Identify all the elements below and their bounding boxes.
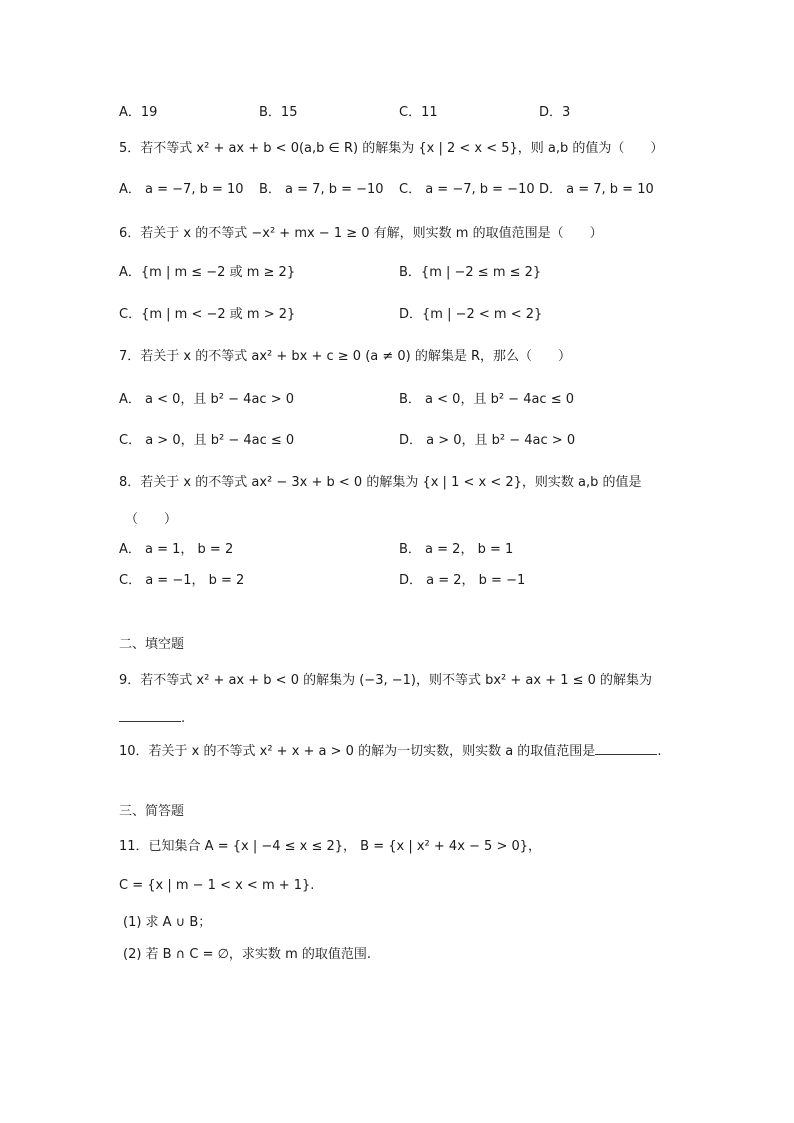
q11-stem: 11．已知集合 A = {x | −4 ≤ x ≤ 2}， B = {x | x² + 4x − 5 > 0}， (119, 839, 542, 854)
q10-stem: 10．若关于 x 的不等式 x² + x + a > 0 的解为一切实数，则实数 a 的取值范围是 (119, 744, 596, 759)
q5-option-b: B． a = 7, b = −10 (259, 182, 384, 197)
q11-set-c: C = {x | m − 1 < x < m + 1}. (119, 878, 315, 893)
q5-option-a: A． a = −7, b = 10 (119, 182, 244, 197)
section-short-answer-heading: 三、简答题 (119, 804, 185, 819)
q9-tail: . (181, 711, 186, 726)
q6-option-a: A．{m | m ≤ −2 或 m ≥ 2} (119, 265, 296, 280)
q5-option-c: C． a = −7, b = −10 (399, 182, 535, 197)
q8-option-d: D． a = 2， b = −1 (399, 573, 526, 588)
q9-blank[interactable] (119, 707, 181, 722)
q9-stem: 9．若不等式 x² + ax + b < 0 的解集为 (−3, −1)，则不等式 bx² + ax + 1 ≤ 0 的解集为 (119, 673, 653, 688)
q6-option-c: C．{m | m < −2 或 m > 2} (119, 307, 296, 322)
q10-line (119, 740, 661, 762)
q7-option-b: B． a < 0，且 b² − 4ac ≤ 0 (399, 392, 575, 407)
q9-answer-line (119, 707, 185, 729)
q8-option-b: B． a = 2， b = 1 (399, 542, 514, 557)
q7-stem: 7．若关于 x 的不等式 ax² + bx + c ≥ 0 (a ≠ 0) 的解集是 R，那么（ ） (119, 349, 572, 364)
q11-part-1: (1) 求 A ∪ B； (123, 915, 212, 930)
q6-stem: 6．若关于 x 的不等式 −x² + mx − 1 ≥ 0 有解，则实数 m 的取值范围是（ ） (119, 226, 603, 241)
q11-part-2: (2) 若 B ∩ C = ∅，求实数 m 的取值范围. (123, 947, 371, 962)
q5-stem: 5．若不等式 x² + ax + b < 0(a,b ∈ R) 的解集为 {x | 2 < x < 5}，则 a,b 的值为（ ） (119, 141, 664, 156)
q4-option-b: B．15 (259, 105, 298, 120)
section-fill-in-heading: 二、填空题 (119, 637, 185, 652)
q7-option-a: A． a < 0，且 b² − 4ac > 0 (119, 392, 294, 407)
q8-stem: 8．若关于 x 的不等式 ax² − 3x + b < 0 的解集为 {x | 1 < x < 2}，则实数 a,b 的值是 (119, 475, 642, 490)
q10-tail: . (657, 744, 662, 759)
q5-option-d: D． a = 7, b = 10 (539, 182, 654, 197)
q7-option-c: C． a > 0，且 b² − 4ac ≤ 0 (119, 433, 295, 448)
q10-blank[interactable] (595, 740, 657, 755)
q8-answer-paren: （ ） (125, 512, 178, 527)
q6-option-b: B．{m | −2 ≤ m ≤ 2} (399, 265, 542, 280)
q8-option-c: C． a = −1， b = 2 (119, 573, 245, 588)
q7-option-d: D． a > 0，且 b² − 4ac > 0 (399, 433, 576, 448)
q4-option-c: C．11 (399, 105, 438, 120)
q6-option-d: D．{m | −2 < m < 2} (399, 307, 543, 322)
q4-option-d: D．3 (539, 105, 571, 120)
q8-option-a: A． a = 1， b = 2 (119, 542, 234, 557)
q4-option-a: A．19 (119, 105, 158, 120)
